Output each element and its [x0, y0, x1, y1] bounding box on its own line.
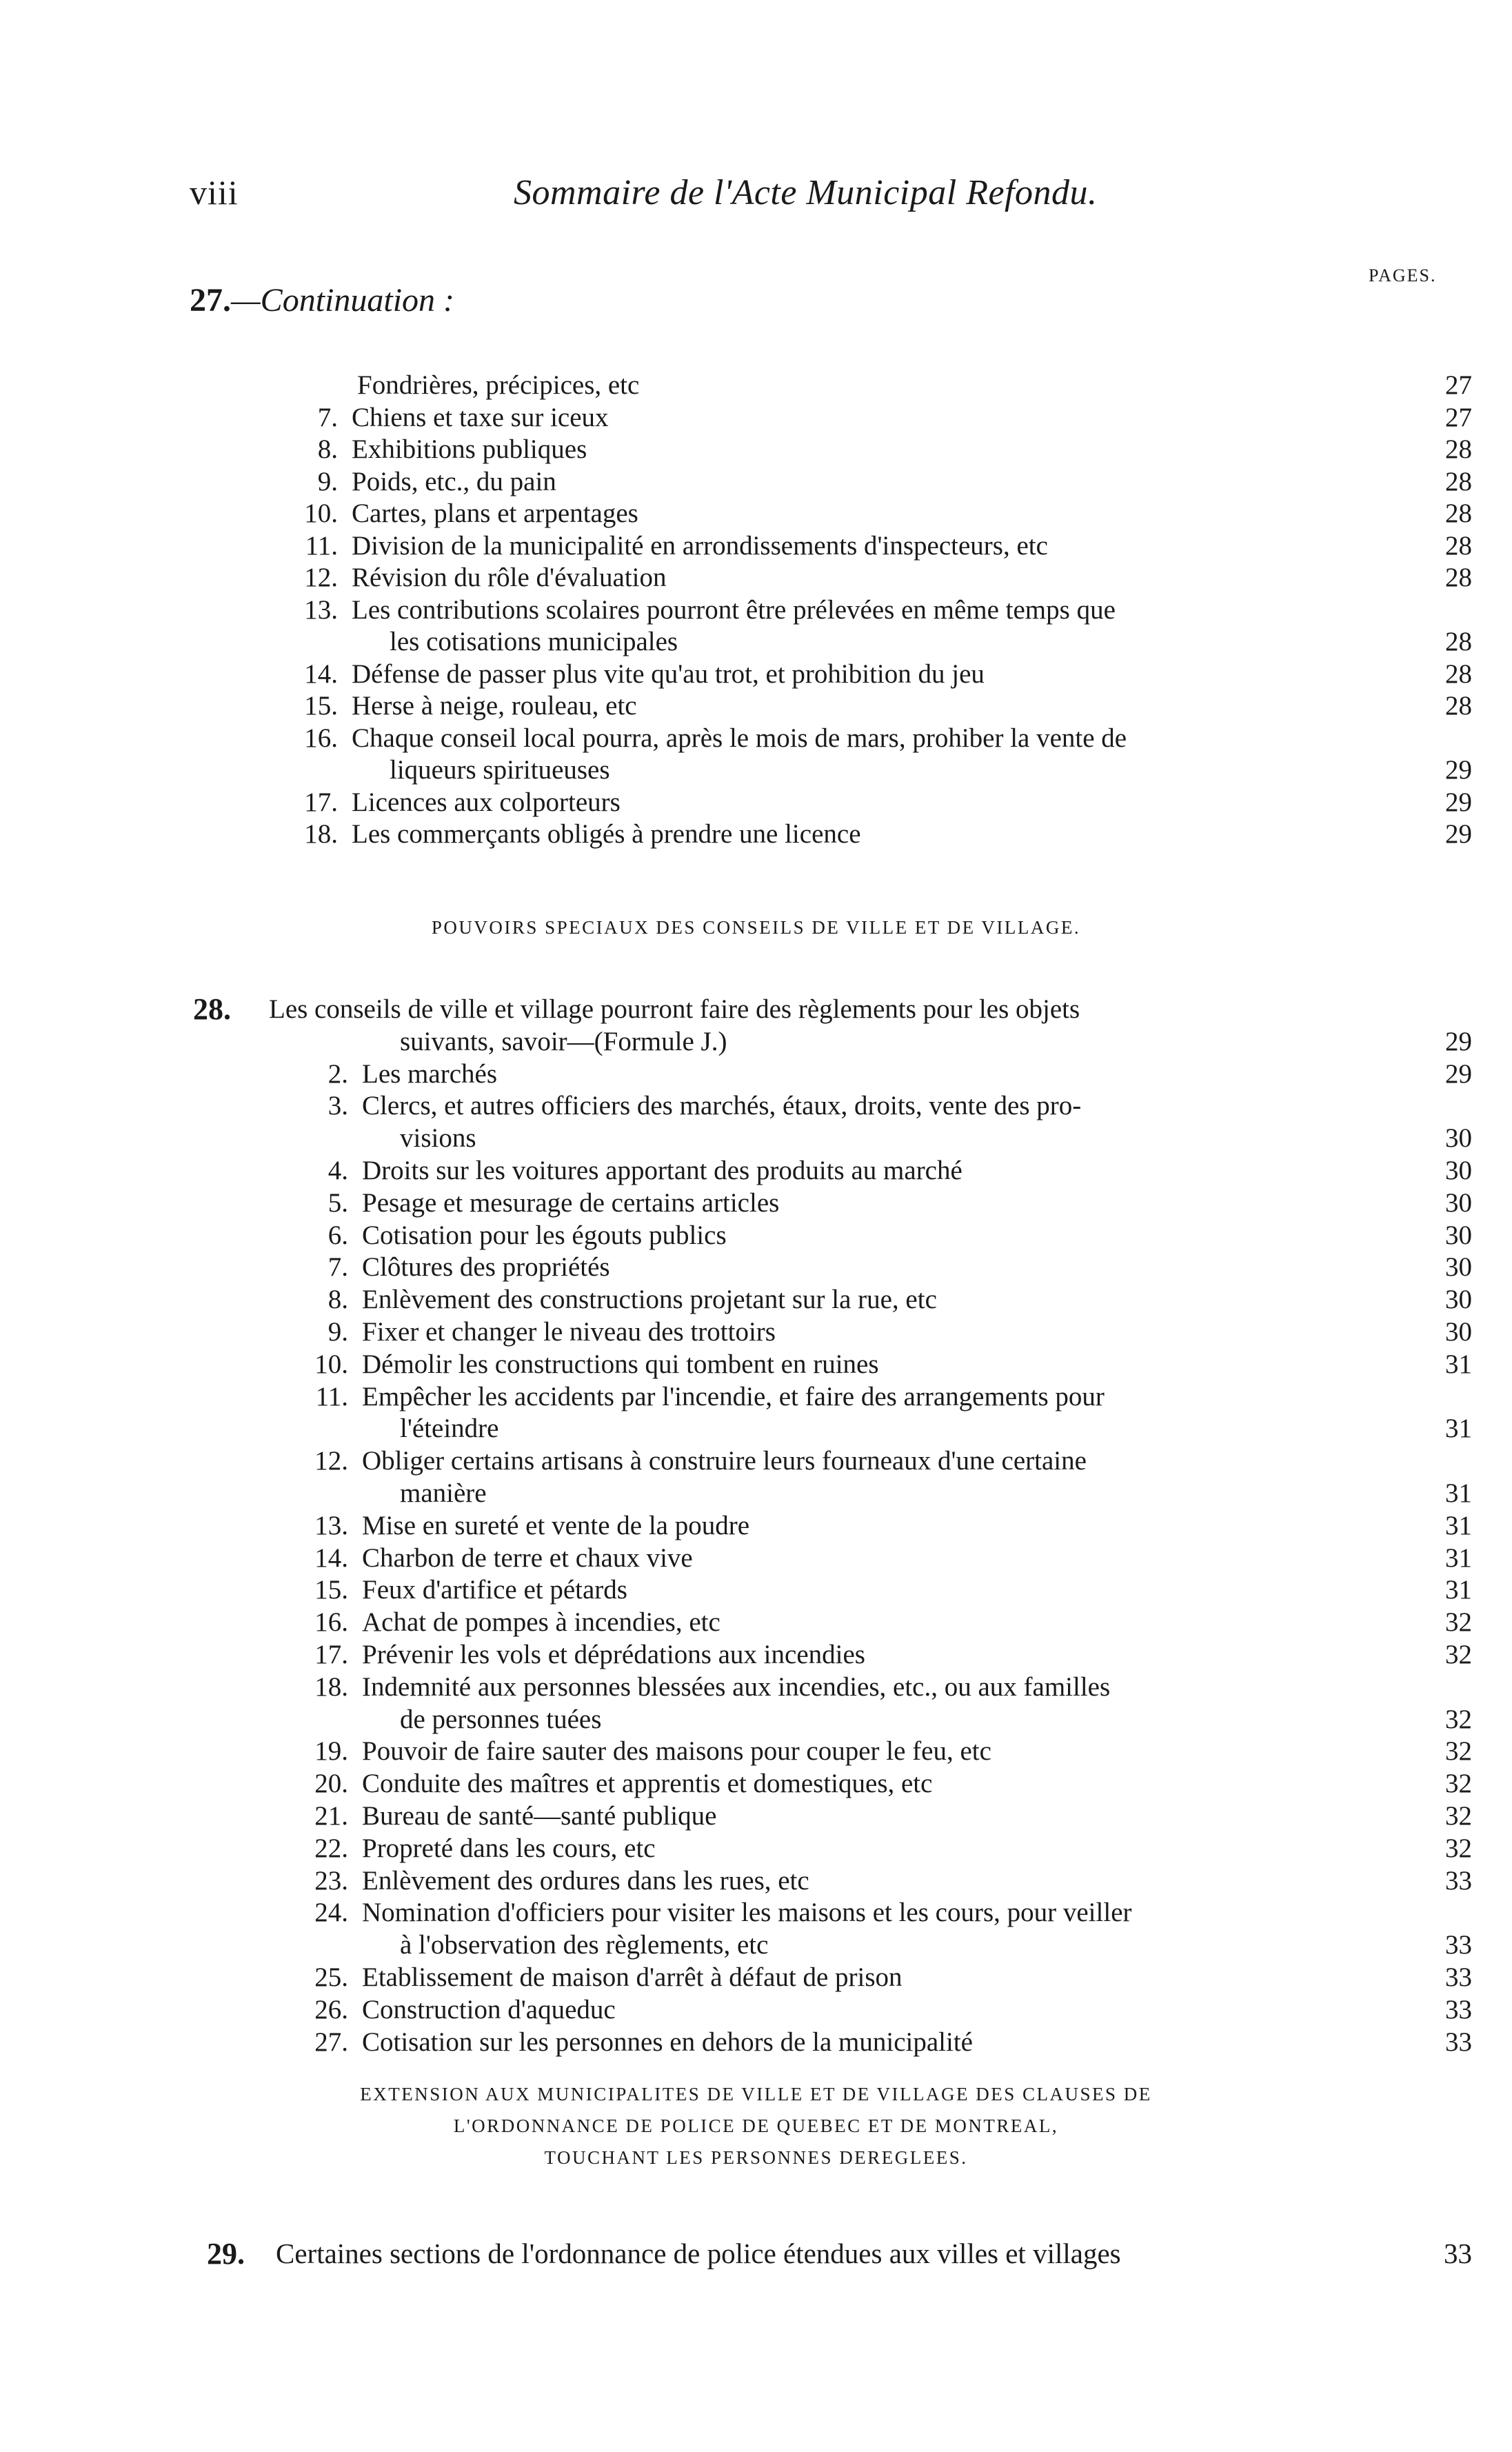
dot-leader — [789, 1187, 1417, 1219]
dot-leader — [942, 1767, 1417, 1800]
section-28-number: 28. — [193, 992, 231, 1026]
entry-number: 14. — [314, 1542, 348, 1573]
entry-text: Herse à neige, rouleau, etc — [352, 691, 637, 721]
entry-text: Chiens et taxe sur iceux — [352, 402, 609, 432]
entry-number: 7. — [317, 402, 338, 432]
dot-leader — [726, 1800, 1417, 1832]
entry-number: 17. — [304, 787, 338, 817]
section-27-heading — [190, 281, 454, 319]
dot-leader — [778, 1929, 1417, 1961]
entry-text: Révision du rôle d'évaluation — [352, 563, 667, 592]
entry-text: Bureau de santé—santé publique — [362, 1801, 717, 1831]
entry-page-number: 33 — [1444, 2238, 1472, 2269]
entry-text: Clôtures des propriétés — [362, 1252, 610, 1283]
dot-leader — [994, 658, 1417, 690]
entry-number: 5. — [327, 1187, 348, 1218]
entry-text-continued: à l'observation des règlements, etc — [400, 1930, 769, 1960]
entry-text: Fixer et changer le niveau des trottoirs — [362, 1317, 776, 1347]
dot-leader — [620, 754, 1417, 786]
entry-number: 6. — [327, 1220, 348, 1250]
entry-page-number: 31 — [1445, 1414, 1472, 1444]
entry-page-number: 30 — [1445, 1220, 1472, 1250]
dot-leader — [611, 1703, 1417, 1736]
entry-text: Enlèvement des ordures dans les rues, etc — [362, 1865, 809, 1896]
dot-leader — [649, 369, 1417, 401]
dot-leader — [496, 1477, 1417, 1509]
running-head — [190, 172, 1322, 221]
entry-page-number: 33 — [1445, 1865, 1472, 1896]
entry-page-number: 32 — [1445, 1640, 1472, 1669]
entry-page-number: 28 — [1445, 691, 1472, 721]
dot-leader — [507, 1058, 1417, 1090]
entry-number: 9. — [327, 1317, 348, 1347]
entry-text: Division de la municipalité en arrondissements d'inspecteurs, etc — [352, 530, 1048, 561]
section-27-title: —Continuation : — [231, 282, 455, 319]
heading-special-powers: POUVOIRS SPECIAUX DES CONSEILS DE VILLE ET DE VILLAGE. — [431, 917, 1081, 938]
entry-text: Droits sur les voitures apportant des produits au marché — [362, 1156, 962, 1185]
entry-page-number: 33 — [1445, 1962, 1472, 1992]
dot-leader — [703, 1542, 1417, 1574]
entry-text: Construction d'aqueduc — [362, 1994, 616, 2024]
pages-column-label: PAGES. — [1369, 265, 1437, 285]
entry-text: Enlèvement des constructions projetant sur la rue, etc — [362, 1285, 937, 1315]
entry-page-number: 32 — [1445, 1801, 1472, 1831]
entry-number: 4. — [327, 1156, 348, 1185]
entry-text: Certaines sections de l'ordonnance de police étendues aux villes et villages — [276, 2238, 1121, 2269]
heading-extension-line-2: L'ORDONNANCE DE POLICE DE QUEBEC ET DE MONTREAL, — [453, 2116, 1059, 2136]
dot-leader — [665, 1832, 1417, 1865]
entry-page-number: 30 — [1445, 1317, 1472, 1347]
dot-leader — [972, 1154, 1417, 1187]
entry-page-number: 28 — [1445, 627, 1472, 656]
entry-number: 12. — [304, 563, 338, 592]
entry-page-number: 27 — [1445, 402, 1472, 432]
dot-leader — [736, 1219, 1417, 1252]
dot-leader — [618, 401, 1417, 434]
dot-leader — [1001, 1735, 1417, 1767]
entry-text: Propreté dans les cours, etc — [362, 1833, 656, 1863]
entry-number: 19. — [314, 1736, 348, 1767]
entry-number: 26. — [314, 1994, 348, 2024]
entry-page-number: 33 — [1445, 2027, 1472, 2057]
entry-number: 12. — [314, 1446, 348, 1476]
entry-text: Indemnité aux personnes blessées aux incendies, etc., ou aux familles — [362, 1671, 1111, 1702]
entry-number: 13. — [314, 1510, 348, 1540]
entry-number: 16. — [304, 723, 338, 753]
entry-page-number: 29 — [1445, 787, 1472, 817]
dot-leader — [730, 1606, 1417, 1638]
entry-page-number: 29 — [1445, 1026, 1472, 1056]
entry-text: Les commerçants obligés à prendre une licence — [352, 819, 861, 849]
heading-extension-line-3: TOUCHANT LES PERSONNES DEREGLEES. — [544, 2147, 968, 2168]
entry-number: 3. — [327, 1091, 348, 1121]
entry-number: 10. — [304, 499, 338, 528]
dot-leader — [566, 465, 1417, 498]
entry-text: Achat de pompes à incendies, etc — [362, 1607, 720, 1638]
entry-number: 20. — [314, 1769, 348, 1799]
entry-text: Nomination d'officiers pour visiter les maisons et les cours, pour veiller — [362, 1898, 1132, 1928]
entry-page-number: 28 — [1445, 659, 1472, 689]
entry-text: Fondrières, précipices, etc — [357, 370, 640, 400]
entry-page-number: 29 — [1445, 819, 1472, 849]
entry-text: Les contributions scolaires pourront être prélevées en même temps que — [352, 594, 1116, 625]
entry-number: 2. — [327, 1058, 348, 1089]
entry-page-number: 31 — [1445, 1542, 1472, 1573]
entry-text-continued: les cotisations municipales — [390, 627, 678, 656]
entry-text: Les conseils de ville et village pourront faire des règlements pour les objets — [269, 994, 1080, 1024]
entry-text: Chaque conseil local pourra, après le mois de mars, prohiber la vente de — [352, 723, 1127, 753]
entry-page-number: 30 — [1445, 1187, 1472, 1218]
entry-text: Les marchés — [362, 1058, 497, 1089]
dot-leader — [647, 690, 1417, 722]
running-title: Sommaire de l'Acte Municipal Refondu. — [514, 173, 1098, 212]
entry-text: Démolir les constructions qui tombent en ruines — [362, 1349, 879, 1379]
entry-text-continued: liqueurs spiritueuses — [390, 755, 610, 785]
entry-number: 10. — [314, 1349, 348, 1379]
entry-number: 24. — [314, 1898, 348, 1928]
entry-page-number: 33 — [1445, 1994, 1472, 2024]
entry-text-continued: de personnes tuées — [400, 1704, 602, 1734]
entry-number: 14. — [304, 659, 338, 689]
section-29-number: 29. — [207, 2237, 245, 2271]
entry-page-number: 28 — [1445, 563, 1472, 592]
entry-page-number: 31 — [1445, 1575, 1472, 1605]
dot-leader — [648, 497, 1417, 530]
entry-page-number: 30 — [1445, 1156, 1472, 1185]
dot-leader — [871, 818, 1417, 850]
entry-page-number: 28 — [1445, 499, 1472, 528]
entry-text-continued: l'éteindre — [400, 1414, 499, 1444]
entry-text: Poids, etc., du pain — [352, 466, 556, 496]
dot-leader — [819, 1865, 1417, 1897]
entry-page-number: 30 — [1445, 1285, 1472, 1315]
entry-text: Exhibitions publiques — [352, 434, 587, 464]
entry-number: 22. — [314, 1833, 348, 1863]
entry-text: Obliger certains artisans à construire leurs fourneaux d'une certaine — [362, 1446, 1087, 1476]
dot-leader — [736, 1025, 1417, 1058]
entry-number: 8. — [317, 434, 338, 464]
entry-page-number: 29 — [1445, 1058, 1472, 1089]
dot-leader — [596, 433, 1417, 465]
entry-number: 7. — [327, 1252, 348, 1283]
dot-leader — [625, 1993, 1417, 2026]
dot-leader — [785, 1316, 1417, 1348]
entry-text: Feux d'artifice et pétards — [362, 1575, 627, 1605]
entry-number: 11. — [305, 530, 338, 561]
entry-text: Etablissement de maison d'arrêt à défaut de prison — [362, 1962, 903, 1992]
entry-number: 16. — [314, 1607, 348, 1638]
entry-page-number: 32 — [1445, 1607, 1472, 1638]
entry-number: 11. — [315, 1381, 348, 1411]
entry-text: Conduite des maîtres et apprentis et domestiques, etc — [362, 1769, 933, 1799]
entry-number: 8. — [327, 1285, 348, 1315]
entry-page-number: 33 — [1445, 1930, 1472, 1960]
dot-leader — [982, 2026, 1417, 2058]
entry-text: Mise en sureté et vente de la poudre — [362, 1510, 750, 1540]
dot-leader — [676, 561, 1417, 594]
entry-number: 9. — [317, 466, 338, 496]
entry-text: Défense de passer plus vite qu'au trot, et prohibition du jeu — [352, 659, 985, 689]
entry-number: 15. — [304, 691, 338, 721]
dot-leader — [630, 786, 1417, 818]
entry-text: Prévenir les vols et déprédations aux incendies — [362, 1640, 865, 1669]
entry-text: Clercs, et autres officiers des marchés, étaux, droits, vente des pro- — [362, 1091, 1082, 1121]
entry-text: Cartes, plans et arpentages — [352, 499, 638, 528]
entry-page-number: 32 — [1445, 1704, 1472, 1734]
entry-text-continued: manière — [400, 1478, 487, 1508]
dot-leader — [912, 1961, 1417, 1993]
entry-number: 27. — [314, 2027, 348, 2057]
entry-page-number: 27 — [1445, 370, 1472, 400]
entry-page-number: 30 — [1445, 1123, 1472, 1154]
entry-text-continued: visions — [400, 1123, 476, 1154]
entry-number: 13. — [304, 594, 338, 625]
entry-page-number: 32 — [1445, 1833, 1472, 1863]
dot-leader — [620, 1251, 1417, 1283]
entry-number: 21. — [314, 1801, 348, 1831]
entry-page-number: 32 — [1445, 1769, 1472, 1799]
heading-extension-line-1: EXTENSION AUX MUNICIPALITES DE VILLE ET DE VILLAGE DES CLAUSES DE — [360, 2084, 1152, 2104]
entry-page-number: 32 — [1445, 1736, 1472, 1767]
entry-page-number: 28 — [1445, 434, 1472, 464]
section-27-number: 27. — [190, 282, 231, 319]
entry-text: Pesage et mesurage de certains articles — [362, 1187, 780, 1218]
dot-leader — [1131, 2238, 1417, 2270]
dot-leader — [486, 1122, 1417, 1154]
entry-number: 17. — [314, 1640, 348, 1669]
entry-page-number: 29 — [1445, 755, 1472, 785]
entry-page-number: 30 — [1445, 1252, 1472, 1283]
entry-text: Empêcher les accidents par l'incendie, et faire des arrangements pour — [362, 1381, 1105, 1411]
dot-leader — [875, 1638, 1417, 1671]
entry-text: Cotisation pour les égouts publics — [362, 1220, 727, 1250]
entry-number: 15. — [314, 1575, 348, 1605]
entry-text: Licences aux colporteurs — [352, 787, 621, 817]
entry-number: 18. — [314, 1671, 348, 1702]
dot-leader — [687, 625, 1417, 658]
entry-number: 25. — [314, 1962, 348, 1992]
entry-page-number: 28 — [1445, 466, 1472, 496]
dot-leader — [759, 1509, 1417, 1542]
entry-number: 18. — [304, 819, 338, 849]
entry-text: Pouvoir de faire sauter des maisons pour couper le feu, etc — [362, 1736, 991, 1767]
entry-page-number: 31 — [1445, 1510, 1472, 1540]
dot-leader — [637, 1574, 1417, 1606]
entry-page-number: 31 — [1445, 1349, 1472, 1379]
dot-leader — [1058, 530, 1417, 562]
dot-leader — [889, 1348, 1417, 1380]
page-numeral: viii — [190, 173, 239, 212]
entry-text-continued: suivants, savoir—(Formule J.) — [400, 1026, 727, 1056]
entry-page-number: 28 — [1445, 530, 1472, 561]
entry-number: 23. — [314, 1865, 348, 1896]
dot-leader — [508, 1412, 1417, 1445]
dot-leader — [947, 1283, 1417, 1316]
entry-text: Charbon de terre et chaux vive — [362, 1542, 693, 1573]
entry-text: Cotisation sur les personnes en dehors de la municipalité — [362, 2027, 973, 2057]
entry-page-number: 31 — [1445, 1478, 1472, 1508]
